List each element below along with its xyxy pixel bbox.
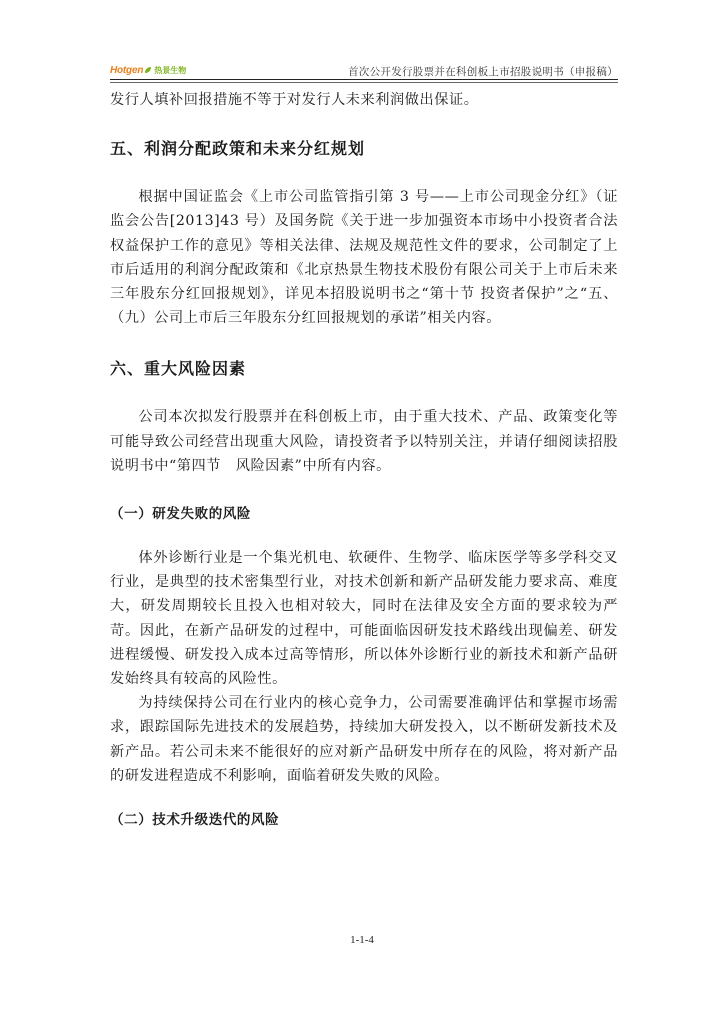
subsection-heading-rd-failure: （一）研发失败的风险 bbox=[110, 506, 251, 523]
paragraph-intro: 发行人填补回报措施不等于对发行人未来利润做出保证。 bbox=[110, 92, 479, 108]
page-header bbox=[110, 58, 618, 80]
logo-chinese-name: 热景生物 bbox=[154, 66, 187, 75]
paragraph-dividend-policy: 根据中国证监会《上市公司监管指引第 3 号——上市公司现金分红》（证监会公告[2013]43 号）及国务院《关于进一步加强资本市场中小投资者合法权益保护工作的意见》等相关法律、法规及规范性文件的要求，公司制定了上市后适用的利润分配政策和《北京热景生物技术股份有限公司关于上市后未来三年股东分红回报规划》，详见本招股说明书之“第十节 投资者保护”之“五、（九）公司上市后三年股东分红回报规划的承诺”相关内容。 bbox=[110, 189, 618, 327]
subsection-heading-tech-iteration: （二）技术升级迭代的风险 bbox=[110, 812, 280, 829]
page-number: 1-1-4 bbox=[350, 934, 374, 946]
company-logo bbox=[110, 62, 186, 76]
header-divider bbox=[110, 79, 618, 80]
page-body bbox=[110, 88, 618, 828]
logo-wordmark: Hotgen bbox=[110, 65, 144, 76]
logo-leaf-icon bbox=[144, 66, 152, 74]
document-title: 首次公开发行股票并在科创板上市招股说明书（申报稿） bbox=[348, 66, 618, 78]
paragraph-major-risks: 公司本次拟发行股票并在科创板上市，由于重大技术、产品、政策变化等可能导致公司经营出现重大风险，请投资者予以特别关注，并请仔细阅读招股说明书中“第四节 风险因素”中所有内容。 bbox=[110, 409, 618, 474]
header-divider-thin bbox=[110, 82, 618, 83]
paragraph-rd-failure-1: 体外诊断行业是一个集光机电、软硬件、生物学、临床医学等多学科交叉行业，是典型的技术密集型行业，对技术创新和新产品研发能力要求高、难度大，研发周期较长且投入也相对较大，同时在法律及安全方面的要求较为严苛。因此，在新产品研发的过程中，可能面临因研发技术路线出现偏差、研发进程缓慢、研发投入成本过高等情形，所以体外诊断行业的新技术和新产品研发始终具有较高的风险性。 bbox=[110, 550, 618, 688]
paragraph-rd-failure-2: 为持续保持公司在行业内的核心竞争力，公司需要准确评估和掌握市场需求，跟踪国际先进技术的发展趋势，持续加大研发投入，以不断研发新技术及新产品。若公司未来不能很好的应对新产品研发中所存在的风险，将对新产品的研发进程造成不利影响，面临着研发失败的风险。 bbox=[110, 695, 618, 784]
section-heading-dividend-policy: 五、利润分配政策和未来分红规划 bbox=[110, 139, 366, 159]
section-heading-major-risks: 六、重大风险因素 bbox=[110, 359, 247, 379]
